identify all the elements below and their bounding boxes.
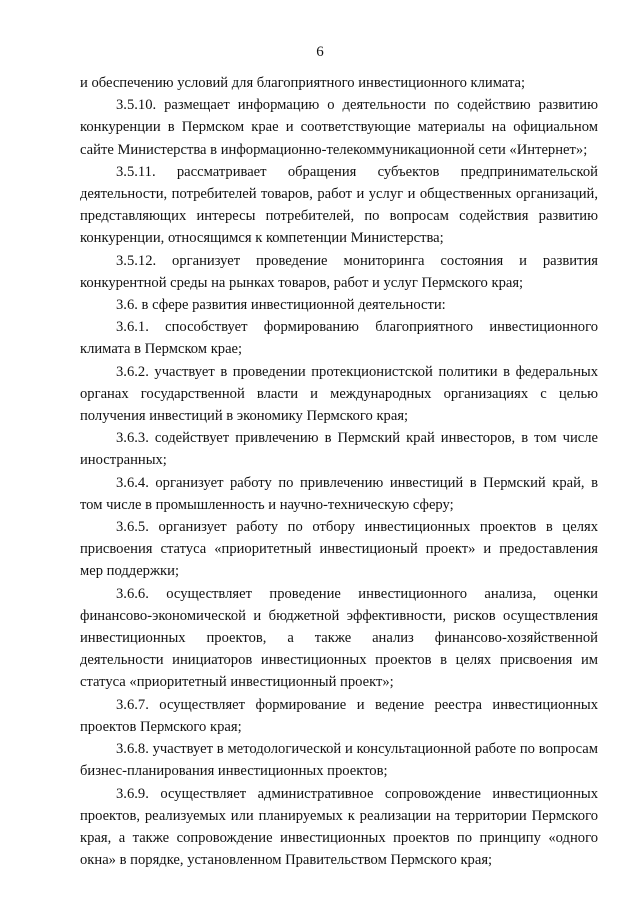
paragraph-3-6-8: 3.6.8. участвует в методологической и консультационной работе по вопросам бизнес-планирования инвестиционных проектов; bbox=[80, 741, 598, 780]
paragraph-3-6-2: 3.6.2. участвует в проведении протекционистской политики в федеральных органах государственной власти и международных организациях с целью получения инвестиций в экономику Пермского края; bbox=[80, 363, 598, 425]
section-heading-3-6: 3.6. в сфере развития инвестиционной деятельности: bbox=[116, 297, 446, 314]
paragraph-3-6-1: 3.6.1. способствует формированию благоприятного инвестиционного климата в Пермском крае; bbox=[80, 319, 598, 358]
paragraph-3-6-9: 3.6.9. осуществляет административное сопровождение инвестиционных проектов, реализуемых или планируемых к реализации на территории Пермского края, а также сопровождение инвестиционных проектов по принципу «одного окна» в порядке, установленном Правительством Пермского края; bbox=[80, 785, 598, 869]
paragraph-3-6-5: 3.6.5. организует работу по отбору инвестиционных проектов в целях присвоения статуса «приоритетный инвестиционый проект» и предоставления мер поддержки; bbox=[80, 519, 598, 580]
paragraph-continuation: и обеспечению условий для благоприятного инвестиционного климата; bbox=[80, 75, 526, 91]
page-number: 6 bbox=[316, 44, 324, 60]
paragraph-3-6-6: 3.6.6. осуществляет проведение инвестиционного анализа, оценки финансово-экономической и бюджетной эффективности, рисков осуществления инвестиционных проектов, а также анализ финансово-хозяйственной деятельности инициаторов инвестиционных проектов в целях присвоения им статуса «приоритетный инвестиционный проект»; bbox=[80, 585, 598, 691]
paragraph-3-5-11: 3.5.11. рассматривает обращения субъектов предпринимательской деятельности, потребителей товаров, работ и услуг и общественных организаций, представляющих интересы потребителей, по вопросам содействия развитию конкуренции, относящимся к компетенции Министерства; bbox=[80, 163, 598, 247]
document-body bbox=[80, 72, 598, 871]
paragraph-3-6-7: 3.6.7. осуществляет формирование и ведение реестра инвестиционных проектов Пермского края; bbox=[80, 696, 598, 735]
paragraph-3-5-12: 3.5.12. организует проведение мониторинга состояния и развития конкурентной среды на рынках товаров, работ и услуг Пермского края; bbox=[80, 252, 598, 291]
paragraph-3-6-3: 3.6.3. содействует привлечению в Пермский край инвесторов, в том числе иностранных; bbox=[80, 430, 598, 469]
paragraph-3-5-10: 3.5.10. размещает информацию о деятельности по содействию развитию конкуренции в Пермском крае и соответствующие материалы на официальном сайте Министерства в информационно-телекоммуникационной сети «Интернет»; bbox=[80, 97, 598, 158]
paragraph-3-6-4: 3.6.4. организует работу по привлечению инвестиций в Пермский край, в том числе в промышленность и научно-техническую сферу; bbox=[80, 474, 598, 513]
